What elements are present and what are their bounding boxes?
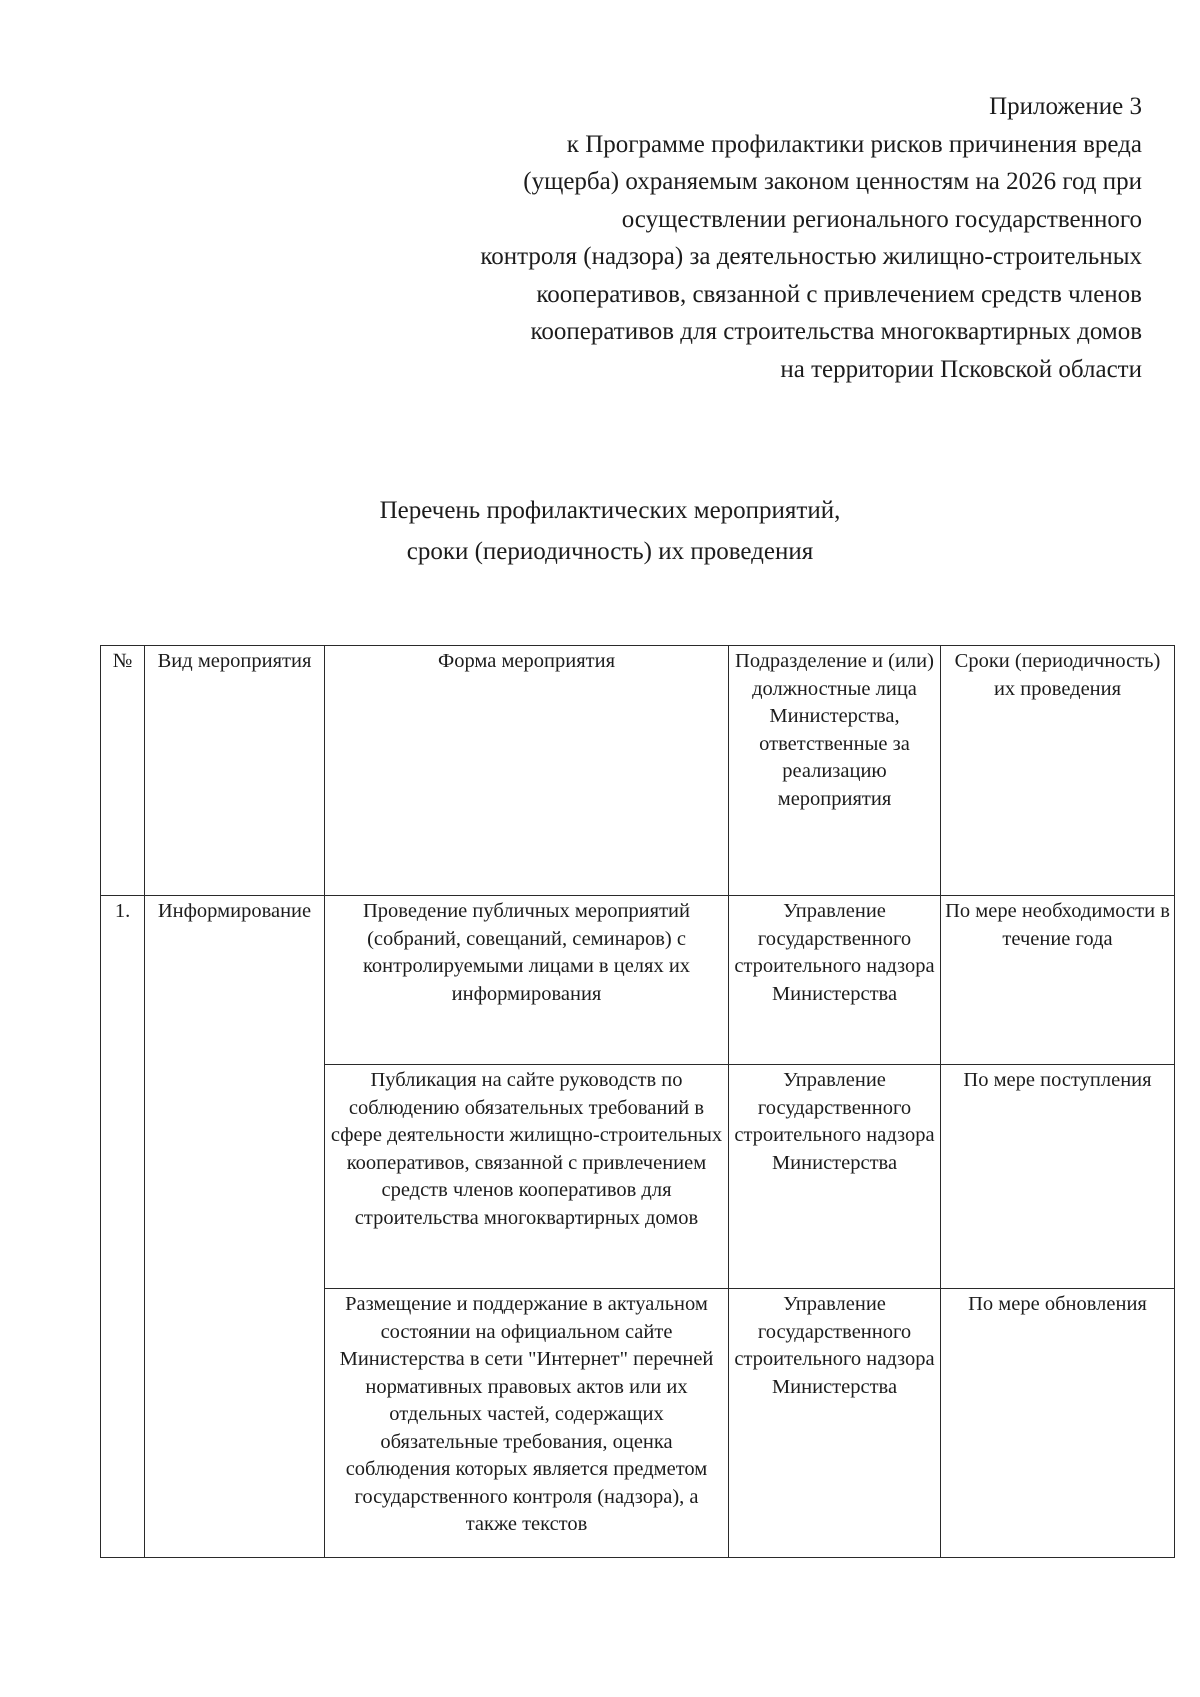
header-terms: Сроки (периодичность) их проведения (941, 646, 1175, 896)
document-title-line: Перечень профилактических мероприятий, (379, 497, 841, 524)
header-department: Подразделение и (или) должностные лица Министерства, ответственные за реализацию мероприятия (729, 646, 941, 896)
appendix-line: Приложение 3 (989, 93, 1142, 120)
row-terms: По мере необходимости в течение года (941, 896, 1175, 1065)
table-row (101, 896, 1175, 1065)
row-form: Размещение и поддержание в актуальном состоянии на официальном сайте Министерства в сети "Интернет" перечней нормативных правовых актов или их отдельных частей, содержащих обязательные требования, оценка соблюдения которых является предметом государственного контроля (надзора), а также текстов (339, 1293, 714, 1535)
row-terms: По мере поступления (941, 1065, 1175, 1289)
row-terms: По мере обновления (941, 1289, 1175, 1558)
row-form: Публикация на сайте руководств по соблюдению обязательных требований в сфере деятельности жилищно-строительных кооперативов, связанной с привлечением средств членов кооперативов для строительства многоквартирных домов (325, 1065, 729, 1289)
appendix-line: на территории Псковской области (780, 355, 1142, 383)
row-department: Управление государственного строительного надзора Министерства (729, 1065, 941, 1289)
row-department: Управление государственного строительного надзора Министерства (729, 1289, 941, 1558)
appendix-line: кооперативов, связанной с привлечением средств членов (536, 280, 1142, 308)
document-title (300, 490, 920, 572)
appendix-line: (ущерба) охраняемым законом ценностям на 2026 год при (523, 168, 1142, 195)
appendix-line: к Программе профилактики рисков причинения вреда (566, 130, 1142, 158)
row-form-cell (325, 1289, 729, 1558)
measures-table (100, 645, 1175, 1558)
table-header-row (101, 646, 1175, 896)
appendix-line: осуществлении регионального государственного (621, 205, 1142, 233)
appendix-line: контроля (надзора) за деятельностью жилищно-строительных (480, 243, 1142, 270)
header-number: № (101, 646, 145, 896)
appendix-header (322, 88, 1142, 388)
row-kind: Информирование (145, 896, 325, 1558)
header-kind: Вид мероприятия (145, 646, 325, 896)
appendix-line: кооперативов для строительства многоквартирных домов (530, 318, 1142, 345)
row-number: 1. (101, 896, 145, 1558)
row-form: Проведение публичных мероприятий (собраний, совещаний, семинаров) с контролируемыми лицами в целях их информирования (325, 896, 729, 1065)
document-title-line: сроки (периодичность) их проведения (406, 538, 814, 565)
header-form: Форма мероприятия (325, 646, 729, 896)
row-department: Управление государственного строительного надзора Министерства (729, 896, 941, 1065)
